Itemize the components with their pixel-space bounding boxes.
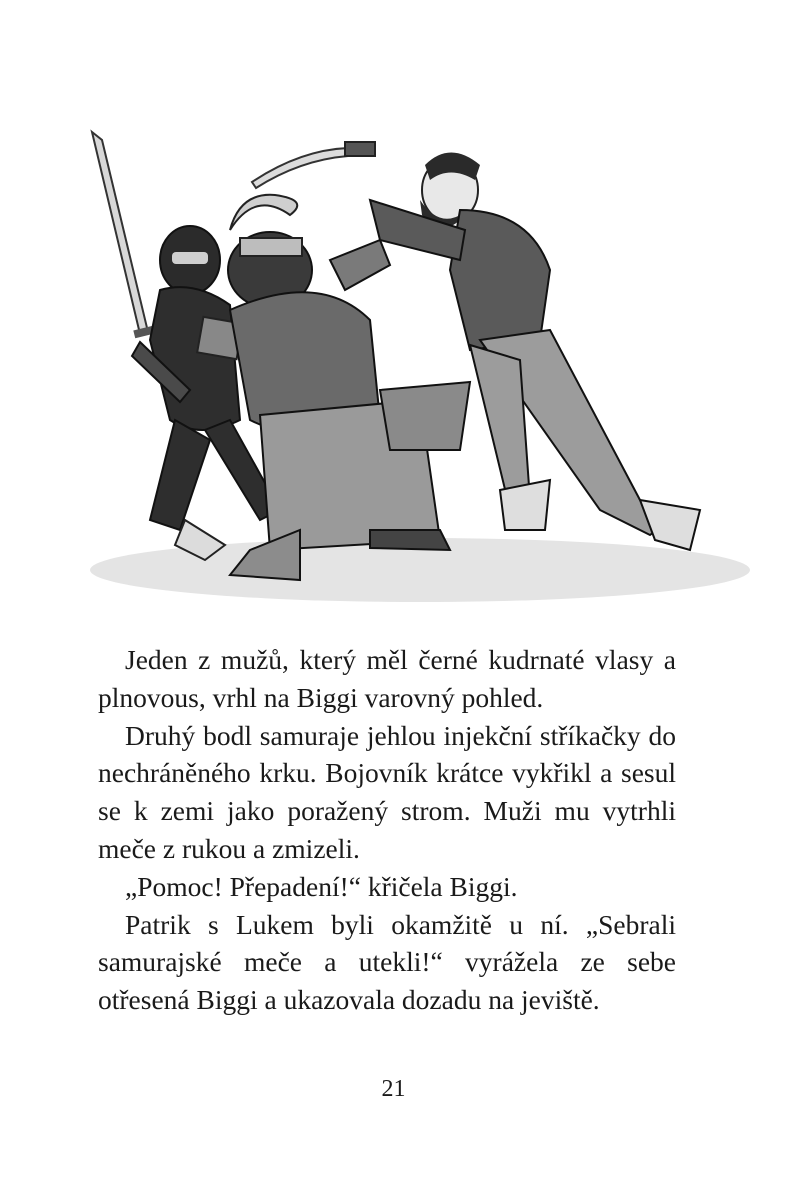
fight-illustration [80,120,760,610]
ninja-sword-icon [92,132,148,334]
paragraph: Druhý bodl samuraje jehlou injekční stříkačky do nechráněného krku. Bojovník krátce vykřikl a sesul se k zemi jako poražený strom. Muži mu vytrhli meče z rukou a zmizeli. [98,719,676,864]
page-number: 21 [381,1076,406,1102]
raised-sword-icon [252,148,348,188]
page-text [98,641,676,1019]
paragraph: „Pomoc! Přepadení!“ křičela Biggi. [125,870,518,902]
paragraph: Jeden z mužů, který měl černé kudrnaté vlasy a plnovous, vrhl na Biggi varovný pohled. [98,644,676,713]
paragraph: Patrik s Lukem byli okamžitě u ní. „Sebrali samurajské meče a utekli!“ vyrážela ze sebe otřesená Biggi a ukazovala dozadu na jeviště. [98,908,676,1016]
